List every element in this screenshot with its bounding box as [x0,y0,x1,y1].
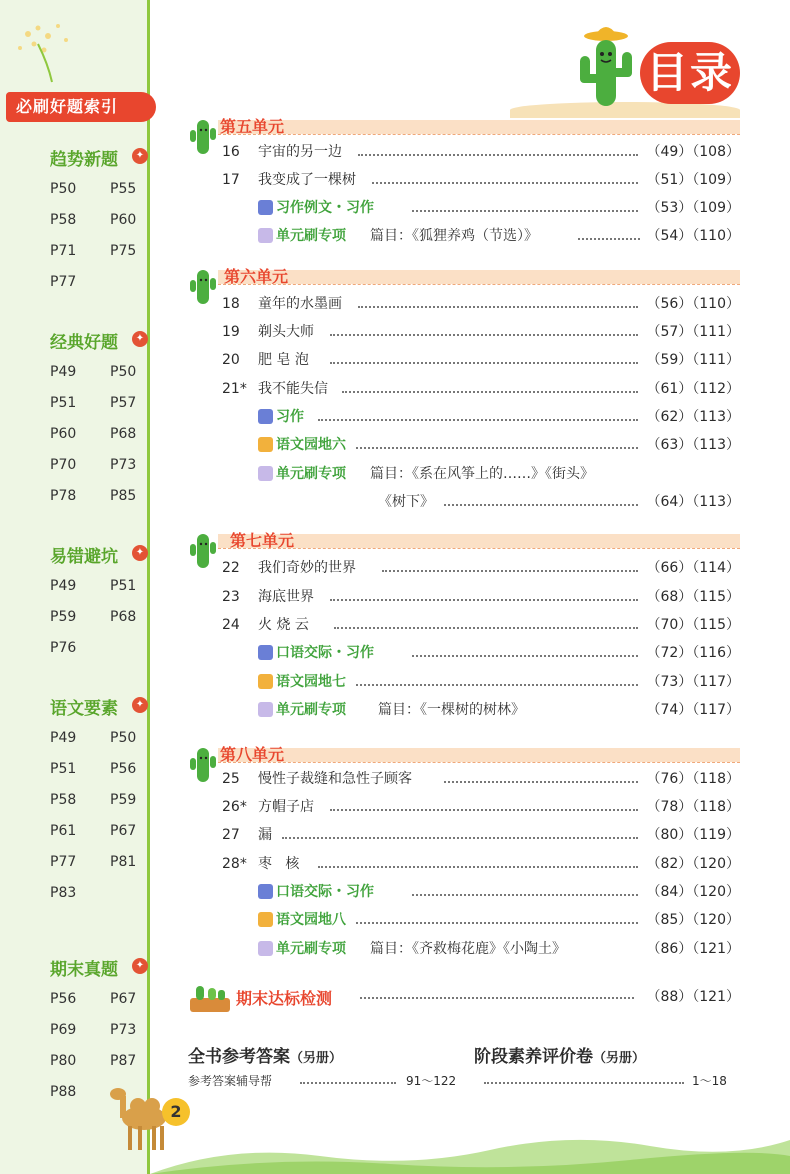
toc-row[interactable]: 25 慢性子裁缝和急性子顾客 （76）（118） [222,771,740,787]
toc-row[interactable]: 口语交际・习作 （84）（120） [222,881,740,903]
toc-row[interactable]: 21* 我不能失信 （61）（112） [222,381,740,397]
page-ref[interactable]: P59 [50,609,77,625]
toc-row[interactable]: 习作例文・习作 （53）（109） [222,197,740,219]
toc-row[interactable]: 习作 （62）（113） [222,406,740,428]
page-ref[interactable]: P51 [110,578,137,594]
page-ref[interactable]: P77 [50,854,77,870]
cactus-icon [188,266,218,306]
section-title-trend: 趋势新题 [50,150,118,170]
page-ref[interactable]: P68 [110,609,137,625]
cactus-icon [188,530,218,570]
dandelion-icon [8,14,88,84]
page-ref[interactable]: P61 [50,823,77,839]
page-ref[interactable]: P56 [50,991,77,1007]
leaf-icon: ✦ [132,697,148,713]
pencil-icon [258,884,273,899]
sombrero-cactus-icon [574,22,638,112]
pencil-icon [258,645,273,660]
page-ref[interactable]: P76 [50,640,77,656]
title-area [500,12,760,112]
toc-row[interactable]: 27 漏 （80）（119） [222,827,740,843]
page-ref[interactable]: P57 [110,395,137,411]
toc-row[interactable]: 单元刷专项 篇目：《齐救梅花鹿》《小陶土》 （86）（121） [222,938,740,960]
answers-title: 全书参考答案（另册） [188,1047,343,1067]
cactus-icon [188,116,218,156]
pencil-icon [258,409,273,424]
section-title-classic: 经典好题 [50,333,118,353]
page-ref[interactable]: P87 [110,1053,137,1069]
page-ref[interactable]: P77 [50,274,77,290]
index-banner: 必刷好题索引 [6,92,156,122]
toc-row[interactable]: 22 我们奇妙的世界 （66）（114） [222,560,740,576]
final-exam-row[interactable] [188,984,740,1010]
chest-icon [258,912,273,927]
page-ref[interactable]: P51 [50,395,77,411]
page-ref[interactable]: P73 [110,457,137,473]
chest-icon [258,674,273,689]
page-ref[interactable]: P81 [110,854,137,870]
leaf-icon: ✦ [132,958,148,974]
page-ref[interactable]: P75 [110,243,137,259]
page-ref[interactable]: P83 [50,885,77,901]
pencil-icon [258,200,273,215]
toc-row[interactable]: 26* 方帽子店 （78）（118） [222,799,740,815]
chest-icon [258,437,273,452]
page-ref[interactable]: P78 [50,488,77,504]
page-ref[interactable]: P59 [110,792,137,808]
toc-row[interactable]: 语文园地七 （73）（117） [222,671,740,693]
grass-hills [150,1120,790,1174]
toc-row[interactable]: 语文园地八 （85）（120） [222,909,740,931]
page-ref[interactable]: P50 [110,364,137,380]
toc-row[interactable]: 16 宇宙的另一边 （49）（108） [222,144,740,160]
unit-header [188,528,740,550]
unit-title: 第七单元 [230,531,295,550]
toc-row[interactable]: 17 我变成了一棵树 （51）（109） [222,172,740,188]
toc-row[interactable]: 单元刷专项 篇目：《一棵树的树林》 （74）（117） [222,699,740,721]
toc-row[interactable]: 《树下》 （64）（113） [378,494,740,510]
page-ref[interactable]: P67 [110,823,137,839]
unit-title: 第六单元 [224,267,289,286]
page-ref[interactable]: P56 [110,761,137,777]
page-ref[interactable]: P67 [110,991,137,1007]
section-title-elements: 语文要素 [50,699,118,719]
section-title-final: 期末真题 [50,960,118,980]
page-number: 2 [162,1098,190,1126]
page-ref[interactable]: P50 [50,181,77,197]
page-ref[interactable]: P58 [50,792,77,808]
toc-row[interactable]: 口语交际・习作 （72）（116） [222,642,740,664]
toc-row[interactable]: 19 剃头大师 （57）（111） [222,324,740,340]
eval-title: 阶段素养评价卷（另册） [474,1047,646,1067]
toc-row[interactable]: 单元刷专项 篇目：《系在风筝上的……》《街头》 [222,463,740,485]
page-ref[interactable]: P71 [50,243,77,259]
page-ref[interactable]: P88 [50,1084,77,1100]
section-title-pitfall: 易错避坑 [50,547,118,567]
toc-row[interactable]: 24 火 烧 云 （70）（115） [222,617,740,633]
leaf-icon: ✦ [132,545,148,561]
unit-title: 第八单元 [220,745,285,764]
page-ref[interactable]: P70 [50,457,77,473]
toc-row[interactable]: 23 海底世界 （68）（115） [222,589,740,605]
unit-header [188,114,740,136]
final-exam-label: 期末达标检测 [236,989,333,1008]
page-ref[interactable]: P58 [50,212,77,228]
page-ref[interactable]: P85 [110,488,137,504]
leaf-icon: ✦ [132,331,148,347]
toc-row[interactable]: 18 童年的水墨画 （56）（110） [222,296,740,312]
unit-header [188,264,740,286]
page-ref[interactable]: P55 [110,181,137,197]
toc-row[interactable]: 28* 枣 核 （82）（120） [222,856,740,872]
page-ref[interactable]: P49 [50,578,77,594]
page-ref[interactable]: P60 [110,212,137,228]
page-ref[interactable]: P80 [50,1053,77,1069]
page-ref[interactable]: P50 [110,730,137,746]
leaf-icon: ✦ [132,148,148,164]
notebook-icon [258,228,273,243]
toc-row[interactable]: 20 肥 皂 泡 （59）（111） [222,352,740,368]
page-ref[interactable]: P73 [110,1022,137,1038]
page-ref[interactable]: P49 [50,730,77,746]
toc-row[interactable]: 单元刷专项 篇目：《狐狸养鸡（节选）》 （54）（110） [222,225,740,247]
final-exam-pages: （88）（121） [646,989,740,1005]
cactus-icon [188,744,218,784]
page-ref[interactable]: P69 [50,1022,77,1038]
unit-title: 第五单元 [220,117,285,136]
unit-header [188,742,740,764]
page-ref[interactable]: P60 [50,426,77,442]
notebook-icon [258,466,273,481]
notebook-icon [258,941,273,956]
notebook-icon [258,702,273,717]
answers-sub[interactable]: 参考答案辅导帮 91～122 [188,1074,457,1088]
cactus-basket-icon [188,984,232,1014]
page-ref[interactable]: P68 [110,426,137,442]
page-ref[interactable]: P49 [50,364,77,380]
page-title: 目录 [640,42,740,104]
toc-row[interactable]: 语文园地六 （63）（113） [222,434,740,456]
page-ref[interactable]: P51 [50,761,77,777]
